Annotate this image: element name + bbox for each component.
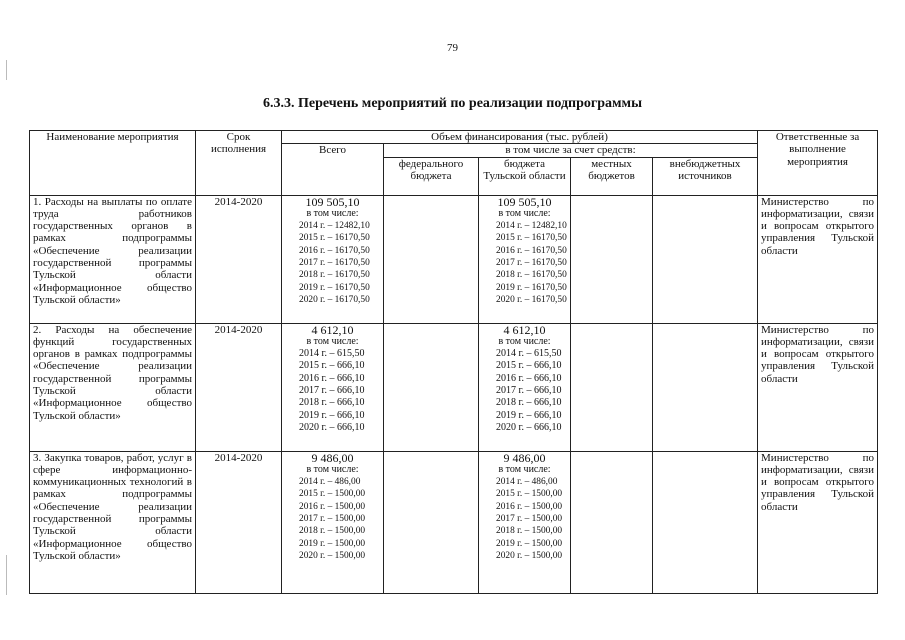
scan-margin-mark xyxy=(6,60,7,80)
activity-term: 2014-2020 xyxy=(196,195,282,323)
year-amount: 2015 г. – 16170,50 xyxy=(299,233,370,244)
total-cell xyxy=(282,195,384,323)
extra-cell xyxy=(653,323,758,451)
including-label: в том числе: xyxy=(306,335,359,347)
responsible-cell: Министерство по информатизации, связи и вопросам открытого управления Тульской области xyxy=(758,451,878,593)
year-amount: 2015 г. – 666,10 xyxy=(496,360,562,372)
table-row xyxy=(30,323,878,451)
extra-cell xyxy=(653,195,758,323)
scan-margin-mark xyxy=(6,555,7,595)
header-extra: внебюджетных источников xyxy=(653,157,758,195)
total-amount: 4 612,10 xyxy=(311,323,354,337)
year-amount: 2020 г. – 1500,00 xyxy=(496,550,563,561)
year-amount: 2014 г. – 486,00 xyxy=(299,477,361,488)
total-amount: 9 486,00 xyxy=(311,451,354,465)
table-row xyxy=(30,195,878,323)
year-amount: 2019 г. – 666,10 xyxy=(496,409,562,421)
including-label: в том числе: xyxy=(498,207,551,219)
year-amount: 2017 г. – 1500,00 xyxy=(496,514,563,525)
year-amount: 2016 г. – 1500,00 xyxy=(299,501,366,512)
year-amount: 2018 г. – 16170,50 xyxy=(496,270,567,281)
year-amount: 2019 г. – 666,10 xyxy=(299,409,365,421)
activity-name: 1. Расходы на выплаты по оплате труда работников государственных органов в рамках подпрограммы «Обеспечение реализации государственной программы Тульской области «Информационное общество Тульской области» xyxy=(30,195,196,323)
regional-total-amount: 9 486,00 xyxy=(503,451,546,465)
including-label: в том числе: xyxy=(498,463,551,475)
year-amount: 2019 г. – 1500,00 xyxy=(299,538,366,549)
year-amount: 2014 г. – 486,00 xyxy=(496,477,558,488)
header-including: в том числе за счет средств: xyxy=(384,144,758,157)
year-amount: 2018 г. – 666,10 xyxy=(299,397,365,409)
regional-cell xyxy=(479,195,571,323)
regional-total-amount: 4 612,10 xyxy=(503,323,546,337)
responsible-cell: Министерство по информатизации, связи и вопросам открытого управления Тульской области xyxy=(758,195,878,323)
total-cell xyxy=(282,451,384,593)
federal-cell xyxy=(384,323,479,451)
year-amount: 2016 г. – 16170,50 xyxy=(496,245,567,256)
header-responsible: Ответственные за выполнение мероприятия xyxy=(758,131,878,196)
including-label: в том числе: xyxy=(306,463,359,475)
year-amount: 2016 г. – 1500,00 xyxy=(496,501,563,512)
year-amount: 2015 г. – 1500,00 xyxy=(496,489,563,500)
section-title: 6.3.3. Перечень мероприятий по реализации подпрограммы xyxy=(262,96,643,111)
page-number: 79 xyxy=(447,42,458,54)
year-amount: 2016 г. – 666,10 xyxy=(299,372,365,384)
activity-name: 2. Расходы на обеспечение функций государственных органов в рамках подпрограммы «Обеспечение реализации государственной программы Тульской области «Информационное общество Тульской области» xyxy=(30,323,196,451)
regional-cell xyxy=(479,451,571,593)
year-amount: 2019 г. – 16170,50 xyxy=(299,282,370,293)
federal-cell xyxy=(384,195,479,323)
year-amount: 2017 г. – 16170,50 xyxy=(299,258,370,269)
federal-cell xyxy=(384,451,479,593)
year-amount: 2018 г. – 666,10 xyxy=(496,397,562,409)
local-cell xyxy=(571,195,653,323)
year-amount: 2017 г. – 16170,50 xyxy=(496,258,567,269)
header-federal: федерального бюджета xyxy=(384,157,479,195)
regional-cell xyxy=(479,323,571,451)
year-amount: 2017 г. – 666,10 xyxy=(496,385,562,397)
year-amount: 2016 г. – 16170,50 xyxy=(299,245,370,256)
header-activity-name: Наименование мероприятия xyxy=(30,131,196,196)
activity-term: 2014-2020 xyxy=(196,451,282,593)
responsible-cell: Министерство по информатизации, связи и вопросам открытого управления Тульской области xyxy=(758,323,878,451)
year-amount: 2018 г. – 1500,00 xyxy=(496,526,563,537)
header-total: Всего xyxy=(282,144,384,195)
year-amount: 2019 г. – 16170,50 xyxy=(496,282,567,293)
year-amount: 2014 г. – 12482,10 xyxy=(496,221,567,232)
total-amount: 109 505,10 xyxy=(305,195,360,209)
year-amount: 2017 г. – 666,10 xyxy=(299,385,365,397)
year-amount: 2020 г. – 16170,50 xyxy=(496,294,567,305)
year-amount: 2015 г. – 666,10 xyxy=(299,360,365,372)
year-amount: 2016 г. – 666,10 xyxy=(496,372,562,384)
year-amount: 2020 г. – 16170,50 xyxy=(299,294,370,305)
year-amount: 2020 г. – 666,10 xyxy=(299,421,365,433)
year-amount: 2014 г. – 615,50 xyxy=(496,348,562,360)
total-cell xyxy=(282,323,384,451)
header-term: Срок исполнения xyxy=(196,131,282,196)
year-amount: 2020 г. – 1500,00 xyxy=(299,550,366,561)
including-label: в том числе: xyxy=(498,335,551,347)
extra-cell xyxy=(653,451,758,593)
activities-table xyxy=(29,130,878,594)
year-amount: 2014 г. – 615,50 xyxy=(299,348,365,360)
regional-total-amount: 109 505,10 xyxy=(497,195,552,209)
year-amount: 2018 г. – 16170,50 xyxy=(299,270,370,281)
header-regional: бюджета Тульской области xyxy=(479,157,571,195)
local-cell xyxy=(571,323,653,451)
year-amount: 2015 г. – 1500,00 xyxy=(299,489,366,500)
year-amount: 2019 г. – 1500,00 xyxy=(496,538,563,549)
activity-name: 3. Закупка товаров, работ, услуг в сфере информационно-коммуникационных технологий в рамках подпрограммы «Обеспечение реализации государственной программы Тульской области «Информационное общество Тульской области» xyxy=(30,451,196,593)
activity-term: 2014-2020 xyxy=(196,323,282,451)
year-amount: 2020 г. – 666,10 xyxy=(496,421,562,433)
local-cell xyxy=(571,451,653,593)
header-funding: Объем финансирования (тыс. рублей) xyxy=(282,131,758,144)
year-amount: 2014 г. – 12482,10 xyxy=(299,221,370,232)
header-local: местных бюджетов xyxy=(571,157,653,195)
including-label: в том числе: xyxy=(306,207,359,219)
year-amount: 2017 г. – 1500,00 xyxy=(299,514,366,525)
year-amount: 2018 г. – 1500,00 xyxy=(299,526,366,537)
table-row xyxy=(30,451,878,593)
year-amount: 2015 г. – 16170,50 xyxy=(496,233,567,244)
